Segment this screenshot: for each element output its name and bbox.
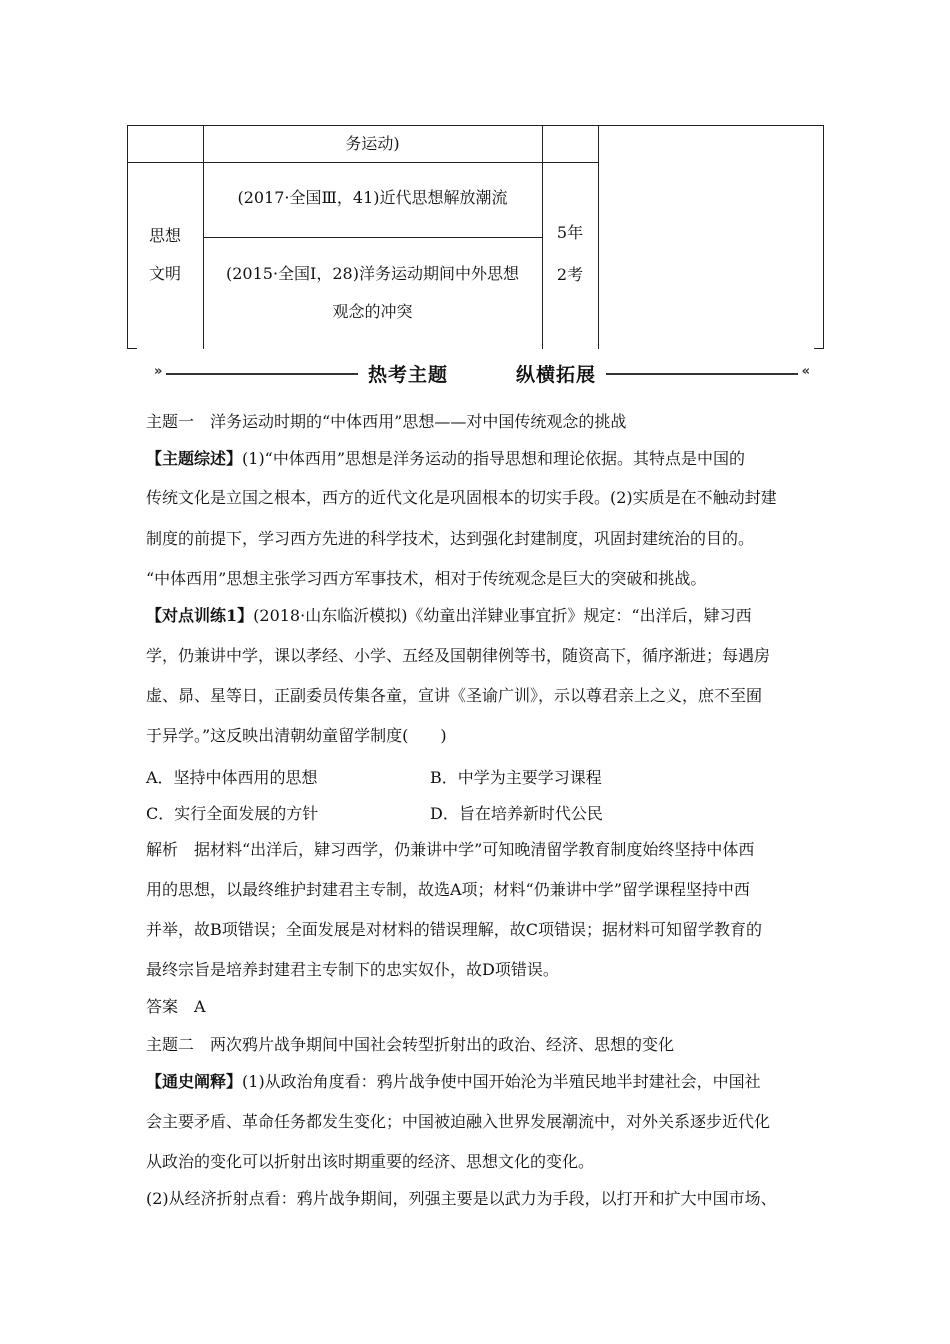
analysis-line: 并举，故B项错误；全面发展是对材料的错误理解，故C项错误；据材料可知留学教育的 [146, 920, 763, 939]
table-cell-content: 务运动) [345, 134, 400, 153]
exercise-line [146, 606, 806, 626]
topic2-explain-line: 会主要矛盾、革命任务都发生变化；中国被迫融入世界发展潮流中，对外关系逐步近代化 [146, 1112, 771, 1131]
option-a: A．坚持中体西用的思想 [146, 768, 318, 787]
topic2-explain-line [146, 1072, 806, 1092]
topic1-summary-line: 制度的前提下，学习西方先进的科学技术，达到强化封建制度，巩固封建统治的目的。 [146, 529, 755, 548]
option-c: C．实行全面发展的方针 [146, 804, 319, 823]
topic1-summary-line [146, 449, 806, 469]
table-rule [203, 237, 542, 238]
table-rule [823, 125, 824, 349]
table-corner-tick [814, 348, 824, 349]
exercise-line: 学，仍兼讲中学，课以孝经、小学、五经及国朝律例等书，随资高下，循序渐进；每遇房 [146, 646, 771, 665]
summary-label: 【主题综述】 [146, 449, 243, 468]
analysis-line: 用的思想，以最终维护封建君主专制，故选A项；材料“仍兼讲中学”留学课程坚持中西 [146, 880, 750, 899]
table-rule [598, 125, 599, 349]
table-cell-item: 观念的冲突 [332, 302, 413, 321]
exercise-label: 【对点训练1】 [146, 606, 254, 625]
exercise-line: 于异学。”这反映出清朝幼童留学制度( ) [146, 726, 447, 745]
banner-chevron-right-icon: « [801, 364, 810, 379]
banner-title-part1: 热考主题 [358, 364, 458, 386]
analysis-line: 最终宗旨是培养封建君主专制下的忠实奴仆，故D项错误。 [146, 960, 559, 979]
explain-label: 【通史阐释】 [146, 1072, 243, 1091]
topic2-explain-line: 从政治的变化可以折射出该时期重要的经济、思想文化的变化。 [146, 1152, 595, 1171]
table-corner-tick [127, 348, 137, 349]
table-cell-category: 思想 [148, 226, 181, 245]
table-cell-frequency: 5年 [556, 223, 584, 242]
exercise-text: (2018·山东临沂模拟)《幼童出洋肄业事宜折》规定：“出洋后，肄习西 [253, 606, 752, 625]
option-d: D．旨在培养新时代公民 [430, 804, 603, 823]
exercise-line: 虚、昴、星等日，正副委员传集各童，宣讲《圣谕广训》，示以尊君亲上之义，庶不至囿 [146, 686, 763, 705]
topic1-heading: 主题一 洋务运动时期的“中体西用”思想——对中国传统观念的挑战 [146, 412, 627, 431]
topic2-heading: 主题二 两次鸦片战争期间中国社会转型折射出的政治、经济、思想的变化 [146, 1035, 675, 1054]
table-cell-category: 文明 [148, 264, 181, 283]
option-b: B．中学为主要学习课程 [430, 768, 602, 787]
table-cell-frequency: 2考 [556, 265, 584, 284]
topic2-explain-line: (2)从经济折射点看：鸦片战争期间，列强主要是以武力为手段，以打开和扩大中国市场、 [146, 1189, 777, 1208]
summary-text: (1)“中体西用”思想是洋务运动的指导思想和理论依据。其特点是中国的 [242, 449, 746, 468]
table-rule [127, 125, 824, 126]
table-rule [127, 162, 599, 163]
topic1-summary-line: 传统文化是立国之根本，西方的近代文化是巩固根本的切实手段。(2)实质是在不触动封建 [146, 488, 777, 507]
banner-title [148, 360, 816, 387]
section-banner [148, 356, 816, 390]
explain-text: (1)从政治角度看：鸦片战争使中国开始沦为半殖民地半封建社会，中国社 [242, 1072, 761, 1091]
answer: 答案 A [146, 997, 206, 1016]
banner-title-part2: 纵横拓展 [506, 364, 606, 386]
banner-chevron-left-icon: » [154, 364, 163, 379]
table-cell-item: (2017·全国Ⅲ，41)近代思想解放潮流 [237, 188, 508, 207]
table-cell-item: (2015·全国Ⅰ，28)洋务运动期间中外思想 [226, 264, 519, 283]
analysis-line: 解析 据材料“出洋后，肄习西学，仍兼讲中学”可知晚清留学教育制度始终坚持中体西 [146, 840, 755, 859]
topic1-summary-line: “中体西用”思想主张学习西方军事技术，相对于传统观念是巨大的突破和挑战。 [146, 569, 707, 588]
